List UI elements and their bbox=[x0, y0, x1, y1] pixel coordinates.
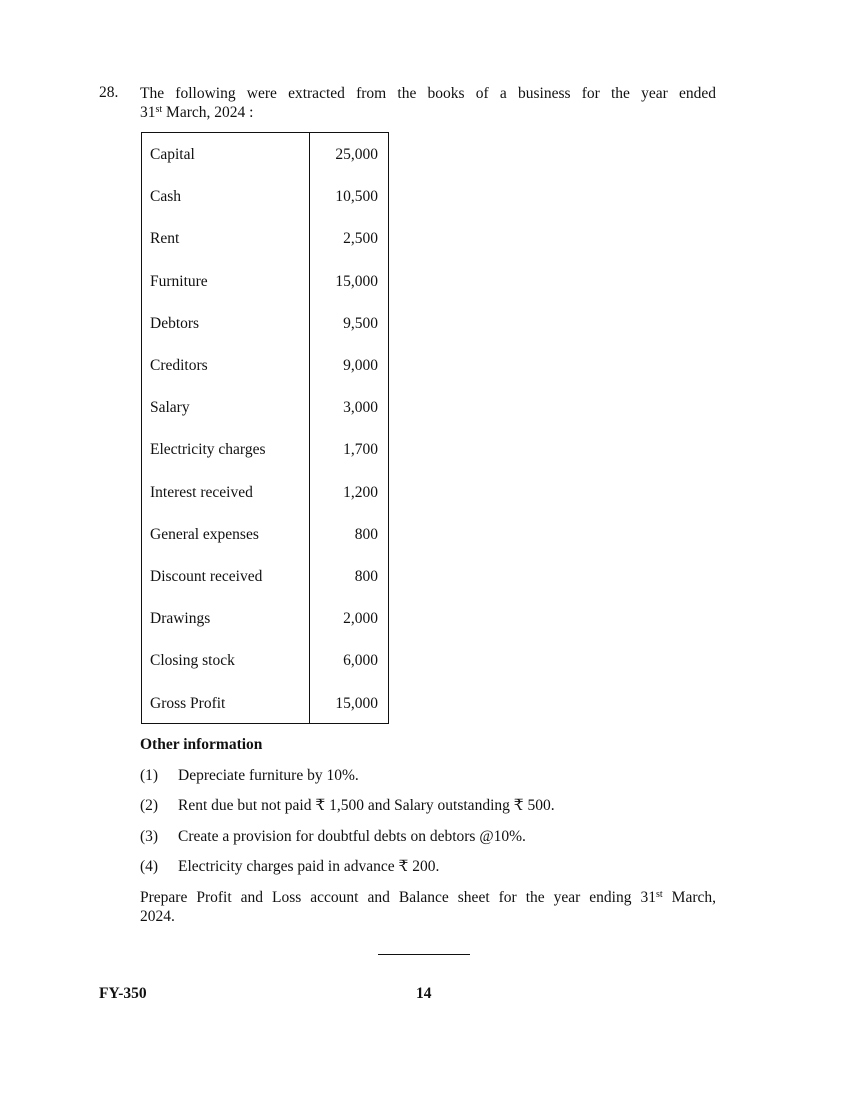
info-item bbox=[140, 857, 716, 877]
final-instruction-suffix: st bbox=[656, 889, 663, 900]
question-number: 28. bbox=[99, 84, 119, 101]
footer-page-number: 14 bbox=[416, 985, 432, 1002]
ledger-amount: 2,500 bbox=[343, 230, 378, 247]
info-item-number: (2) bbox=[140, 797, 159, 814]
ledger-label: Cash bbox=[150, 188, 181, 205]
ledger-amount: 25,000 bbox=[335, 146, 378, 163]
question-text bbox=[140, 84, 716, 122]
ledger-amount: 2,000 bbox=[343, 610, 378, 627]
ledger-row bbox=[142, 272, 388, 292]
info-item bbox=[140, 766, 716, 786]
ledger-amount: 3,000 bbox=[343, 399, 378, 416]
ledger-amount: 6,000 bbox=[343, 652, 378, 669]
ledger-row bbox=[142, 525, 388, 545]
final-instruction bbox=[140, 888, 716, 926]
info-item-number: (4) bbox=[140, 858, 159, 875]
ledger-label: Rent bbox=[150, 230, 180, 247]
ledger-row bbox=[142, 356, 388, 376]
info-item-number: (1) bbox=[140, 767, 159, 784]
final-instruction-line-2: 2024. bbox=[140, 908, 175, 925]
other-information-heading: Other information bbox=[140, 736, 263, 753]
ledger-label: Gross Profit bbox=[150, 695, 226, 712]
ledger-amount: 800 bbox=[354, 568, 378, 585]
final-instruction-text: Prepare Profit and Loss account and Balance sheet for the year ending 31 bbox=[140, 889, 656, 906]
info-item-text: Electricity charges paid in advance ₹ 200. bbox=[178, 858, 440, 875]
ledger-column-divider bbox=[309, 133, 310, 723]
question-date-rest: March, 2024 : bbox=[162, 104, 254, 121]
ledger-label: Discount received bbox=[150, 568, 263, 585]
ledger-row bbox=[142, 694, 388, 714]
ledger-label: General expenses bbox=[150, 526, 259, 543]
ledger-label: Electricity charges bbox=[150, 441, 266, 458]
ledger-row bbox=[142, 651, 388, 671]
info-item-number: (3) bbox=[140, 828, 159, 845]
ledger-amount: 1,200 bbox=[343, 484, 378, 501]
ledger-label: Salary bbox=[150, 399, 190, 416]
question-line-1: The following were extracted from the books of a business for the year ended bbox=[140, 85, 716, 102]
info-item-text: Create a provision for doubtful debts on debtors @10%. bbox=[178, 828, 526, 845]
info-item bbox=[140, 796, 716, 816]
ledger-row bbox=[142, 483, 388, 503]
question-line-2 bbox=[140, 103, 716, 122]
ledger-amount: 9,500 bbox=[343, 315, 378, 332]
ledger-amount: 1,700 bbox=[343, 441, 378, 458]
question-date-suffix: st bbox=[155, 104, 163, 115]
ledger-amount: 10,500 bbox=[335, 188, 378, 205]
ledger-label: Furniture bbox=[150, 273, 208, 290]
ledger-label: Capital bbox=[150, 146, 195, 163]
ledger-table bbox=[141, 132, 389, 724]
ledger-row bbox=[142, 567, 388, 587]
ledger-label: Creditors bbox=[150, 357, 208, 374]
ledger-label: Drawings bbox=[150, 610, 211, 627]
ledger-row bbox=[142, 398, 388, 418]
ledger-row bbox=[142, 314, 388, 334]
section-end-rule bbox=[378, 954, 470, 955]
ledger-label: Closing stock bbox=[150, 652, 235, 669]
final-instruction-end: March, bbox=[662, 889, 716, 906]
ledger-row bbox=[142, 229, 388, 249]
info-item-text: Depreciate furniture by 10%. bbox=[178, 767, 359, 784]
ledger-amount: 9,000 bbox=[343, 357, 378, 374]
ledger-amount: 800 bbox=[354, 526, 378, 543]
ledger-label: Debtors bbox=[150, 315, 200, 332]
info-item-text: Rent due but not paid ₹ 1,500 and Salary outstanding ₹ 500. bbox=[178, 797, 555, 814]
ledger-row bbox=[142, 440, 388, 460]
footer-paper-code: FY-350 bbox=[99, 985, 147, 1002]
ledger-row bbox=[142, 145, 388, 165]
info-item bbox=[140, 827, 716, 847]
ledger-amount: 15,000 bbox=[335, 273, 378, 290]
final-instruction-line-1 bbox=[140, 888, 716, 907]
ledger-row bbox=[142, 609, 388, 629]
question-date-day: 31 bbox=[140, 104, 156, 121]
ledger-amount: 15,000 bbox=[335, 695, 378, 712]
ledger-label: Interest received bbox=[150, 484, 253, 501]
ledger-row bbox=[142, 187, 388, 207]
